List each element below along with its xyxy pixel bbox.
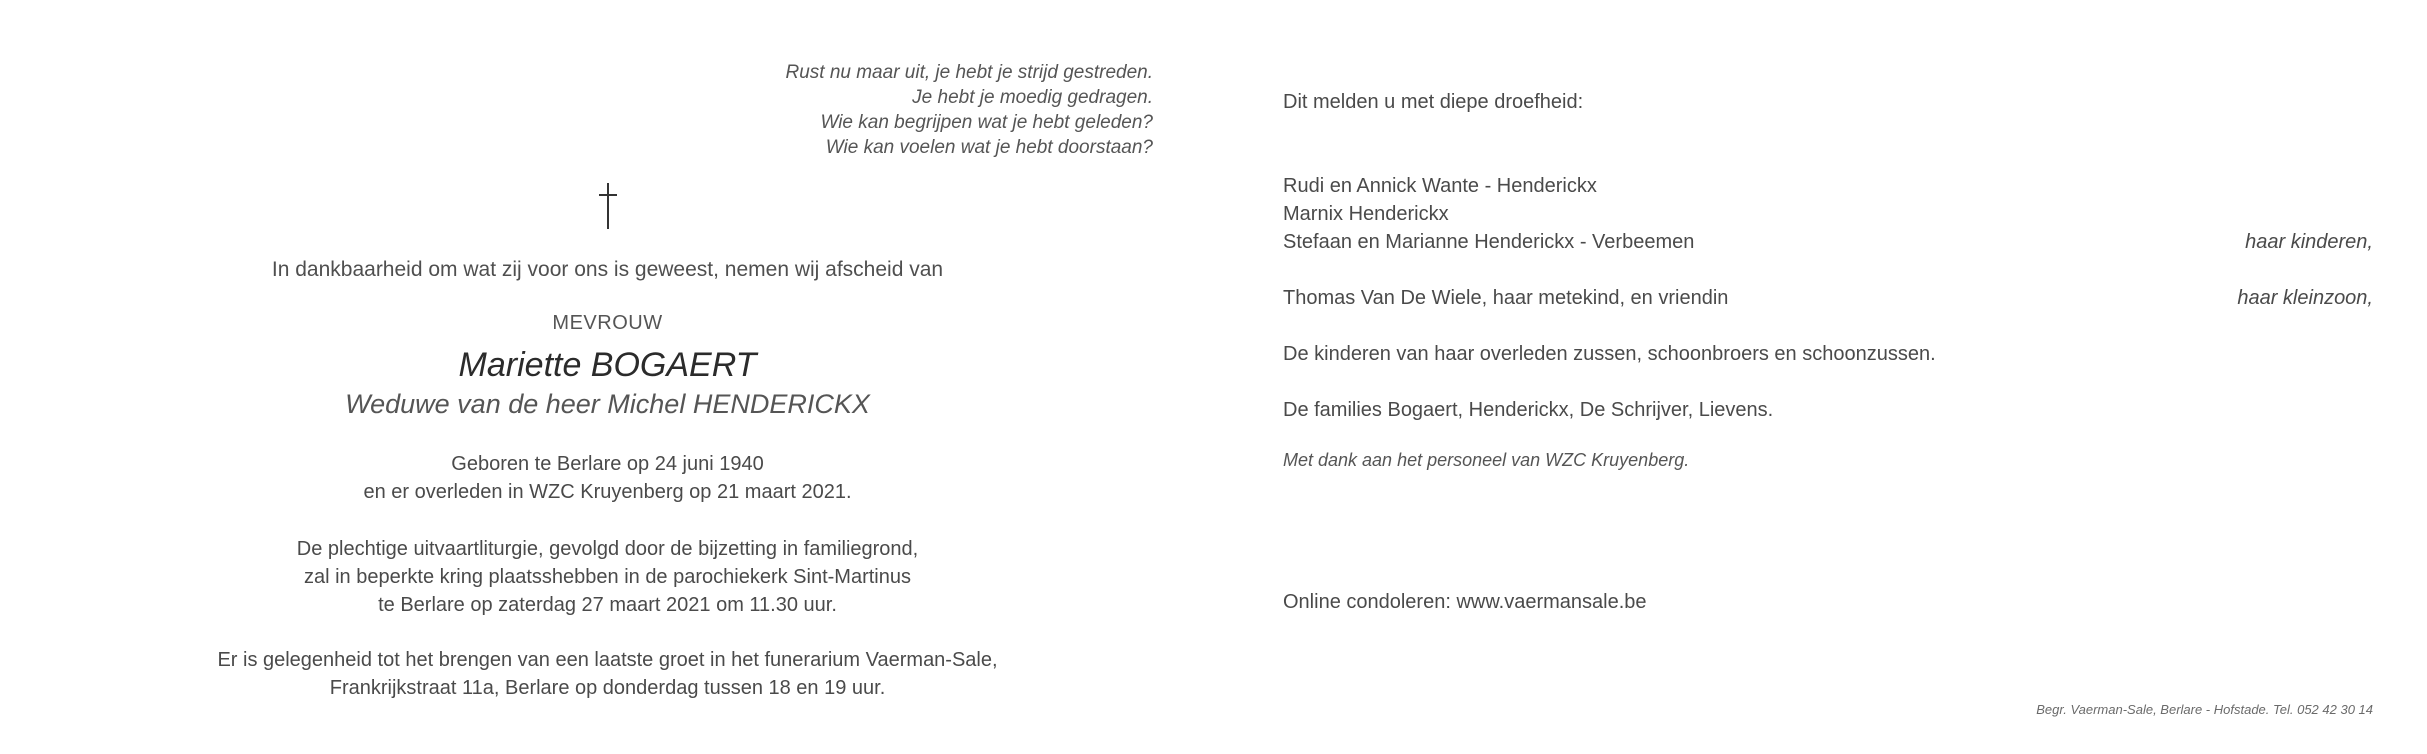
printer-credit: Begr. Vaerman-Sale, Berlare - Hofstade. Tel. 052 42 30 14 xyxy=(2036,702,2373,717)
poem-line: Wie kan voelen wat je hebt doorstaan? xyxy=(825,137,1153,158)
service-line: De plechtige uitvaartliturgie, gevolgd door de bijzetting in familiegrond, xyxy=(296,538,919,560)
poem-line: Rust nu maar uit, je hebt je strijd gestreden. xyxy=(785,62,1153,83)
greeting-line: Frankrijkstraat 11a, Berlare op donderdag tussen 18 en 19 uur. xyxy=(329,677,886,699)
service-info xyxy=(160,535,1055,619)
condolence-link[interactable]: Online condoleren: www.vaermansale.be xyxy=(1283,591,1647,613)
thanks-text: Met dank aan het personeel van WZC Kruyenberg. xyxy=(1283,450,1690,470)
greeting-info xyxy=(160,646,1055,702)
service-line: te Berlare op zaterdag 27 maart 2021 om 11.30 uur. xyxy=(378,594,837,616)
deceased-name: Mariette BOGAERT xyxy=(458,346,757,384)
families-line: De families Bogaert, Henderickx, De Schrijver, Lievens. xyxy=(1283,399,1774,421)
birth-line: Geboren te Berlare op 24 juni 1940 xyxy=(451,453,764,475)
death-line: en er overleden in WZC Kruyenberg op 21 maart 2021. xyxy=(363,481,852,503)
poem-line: Wie kan begrijpen wat je hebt geleden? xyxy=(820,112,1153,133)
announce-text: Dit melden u met diepe droefheid: xyxy=(1283,91,1584,113)
deceased-title: MEVROUW xyxy=(552,312,663,334)
service-line: zal in beperkte kring plaatsshebben in de parochiekerk Sint-Martinus xyxy=(303,566,911,588)
birth-death-info xyxy=(160,450,1055,506)
widow-of: Weduwe van de heer Michel HENDERICKX xyxy=(345,389,870,419)
siblings-line: De kinderen van haar overleden zussen, schoonbroers en schoonzussen. xyxy=(1283,343,1936,365)
child-line: Stefaan en Marianne Henderickx - Verbeemen xyxy=(1283,231,1695,253)
cross-icon xyxy=(588,181,628,231)
child-line: Rudi en Annick Wante - Henderickx xyxy=(1283,175,1597,197)
right-panel xyxy=(1283,0,2373,754)
intro-text: In dankbaarheid om wat zij voor ons is geweest, nemen wij afscheid van xyxy=(271,258,944,281)
grandchildren-line: Thomas Van De Wiele, haar metekind, en vriendin xyxy=(1283,287,1729,309)
poem-line: Je hebt je moedig gedragen. xyxy=(912,87,1153,108)
poem xyxy=(785,60,1153,160)
grandchildren-role: haar kleinzoon, xyxy=(2237,287,2373,309)
greeting-line: Er is gelegenheid tot het brengen van een laatste groet in het funerarium Vaerman-Sale, xyxy=(217,649,998,671)
child-line: Marnix Henderickx xyxy=(1283,203,1449,225)
children-role: haar kinderen, xyxy=(2245,231,2373,253)
